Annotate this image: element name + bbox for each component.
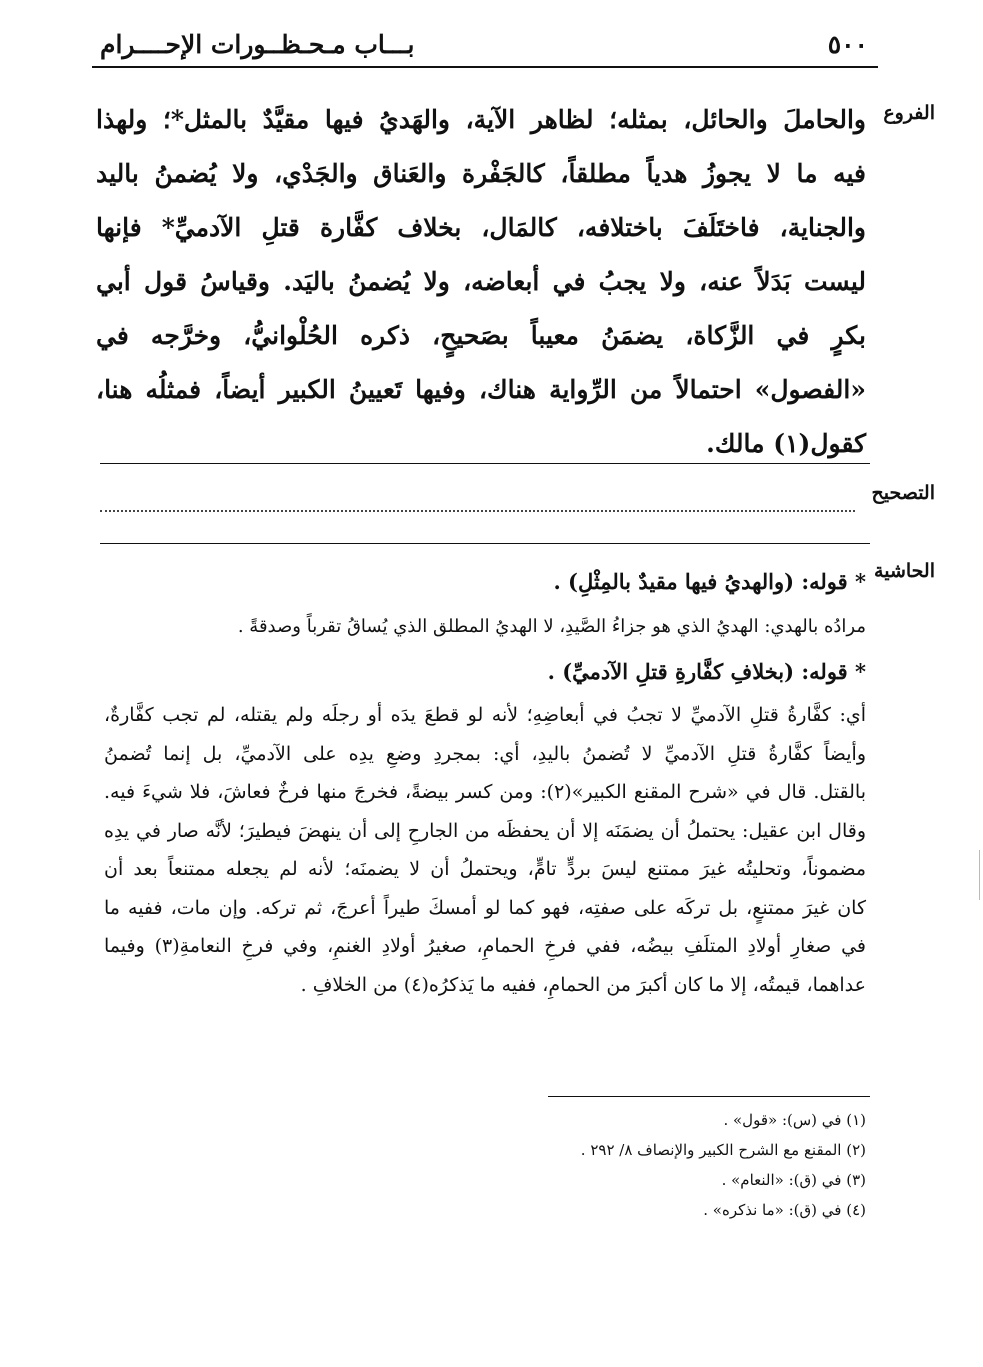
hashiya-body-line: أي: كفَّارةُ قتلِ الآدميِّ لا تجبُ في أبعاضِهِ؛ لأنه لو قطعَ يدَه أو رجلَه ولم يقتله، لم تجب كفَّارةٌ،: [104, 704, 866, 726]
footnote: (١) في (س): «قول» .: [723, 1111, 866, 1129]
footnote: (٤) في (ق): «ما نذكره» .: [703, 1201, 866, 1219]
hashiya-body-line: في صغارِ أولادِ المتلَفِ بيضُه، ففي فرخِ الحمامِ، صغيرُ أولادِ الغنمِ، وفي فرخِ النعامةِ(٣) وفيما: [104, 935, 866, 957]
hashiya-body-line: بالقتل. قال في «شرح المقنع الكبير»(٢): ومن كسر بيضةً، فخرجَ منها فرخٌ فعاشَ، فلا شيءَ فيه.: [104, 781, 866, 803]
main-text-line: «الفصول» احتمالاً من الرِّواية هناك، وفيها تَعيينُ الكبير أيضاً، فمثلُه هنا،: [96, 375, 866, 404]
hashiya-heading: * قوله: (والهديُ فيها مقيدٌ بالمِثْلِ) .: [553, 569, 866, 594]
main-text: [96, 93, 866, 471]
main-text-line: والجناية، فاختَلَفَ باختلافه، كالمَال، بخلاف كفَّارة قتلِ الآدميِّ* فإنها: [96, 213, 866, 242]
hashiya-body-line: كان غيرَ ممتنعٍ، بل تركَه على صفتِه، فهو كما لو أمسكَ طيراً أعرجَ، ثم تركه. وإن مات، ففيه ما: [104, 896, 866, 919]
footnote-separator: [548, 1096, 870, 1097]
main-text-line: كقول(١) مالك.: [706, 429, 866, 458]
hashiya-body-line: عداهما، قيمتُه، إلا ما كان أكبرَ من الحمامِ، ففيه ما يَذكرُه(٤) من الخلافِ .: [300, 973, 866, 996]
hashiya-body-line: وأيضاً كفَّارةُ قتلِ الآدميِّ لا تُضمنُ باليدِ، أي: بمجردِ وضعِ يدِه على الآدميِّ، بل إنما تُضمنُ: [104, 742, 866, 765]
main-text-line: ليست بَدَلاً عنه، ولا يجبُ في أبعاضه، ولا يُضمنُ باليَد. وقياسُ قول أبي: [96, 267, 866, 296]
hashiya-heading: * قوله: (بخلافِ كفَّارةِ قتلِ الآدميِّ) .: [547, 659, 866, 684]
section-tag-hashiya: الحاشية: [874, 560, 935, 582]
running-header: [92, 28, 878, 68]
main-text-line: فيه ما لا يجوزُ هدياً مطلقاً، كالجَفْرة والعَناق والجَدْي، ولا يُضمنُ باليد: [96, 159, 866, 188]
hashiya-body: [104, 696, 866, 1004]
hashiya-body-line: وقال ابن عقيل: يحتملُ أن يضمَنَه إلا أن يحفظَه من الجارحِ إلى أن ينهضَ فيطيرَ؛ لأنَّه صار في يدِه: [104, 819, 866, 842]
tashih-dotted-line: [100, 510, 855, 512]
tashih-top-rule: [100, 463, 870, 464]
tashih-bottom-rule: [100, 543, 870, 544]
main-text-line: والحاملَ والحائل، بمثله؛ لظاهر الآية، والهَديُ فيها مقيَّدٌ بالمثل*؛ ولهذا: [96, 105, 866, 134]
footnote: (٣) في (ق): «النعام» .: [721, 1171, 866, 1189]
page-number: ٥٠٠: [827, 30, 868, 59]
footnote: (٢) المقنع مع الشرح الكبير والإنصاف ٨/ ٢٩٢ .: [580, 1141, 866, 1159]
footnotes: [366, 1105, 866, 1225]
main-text-line: بكرٍ في الزَّكاة، يضمَنُ معيباً بصَحيحٍ، ذكره الحُلْوانيُّ، وخرَّجه في: [96, 321, 866, 350]
section-tag-tashih: التصحيح: [871, 482, 935, 504]
chapter-title: بـــاب مـحـظــورات الإحــــرام: [100, 30, 415, 59]
hashiya-gloss: مرادُه بالهدي: الهديُ الذي هو جزاءُ الصَّيدِ، لا الهديُ المطلق الذي يُساقُ تقرباً وصدقةً .: [237, 616, 866, 637]
hashiya-block: [104, 562, 866, 1004]
section-tag-furu: الفروع: [883, 102, 935, 124]
binding-edge-mark: [979, 850, 980, 900]
hashiya-body-line: مضموناً، وتحليتُه غيرَ ممتنع ليسَ بردٍّ تامٍّ، ويحتملُ أن لا يضمنَه؛ لأنه لم يجعله ممتنعاً بعد أن: [104, 858, 866, 880]
